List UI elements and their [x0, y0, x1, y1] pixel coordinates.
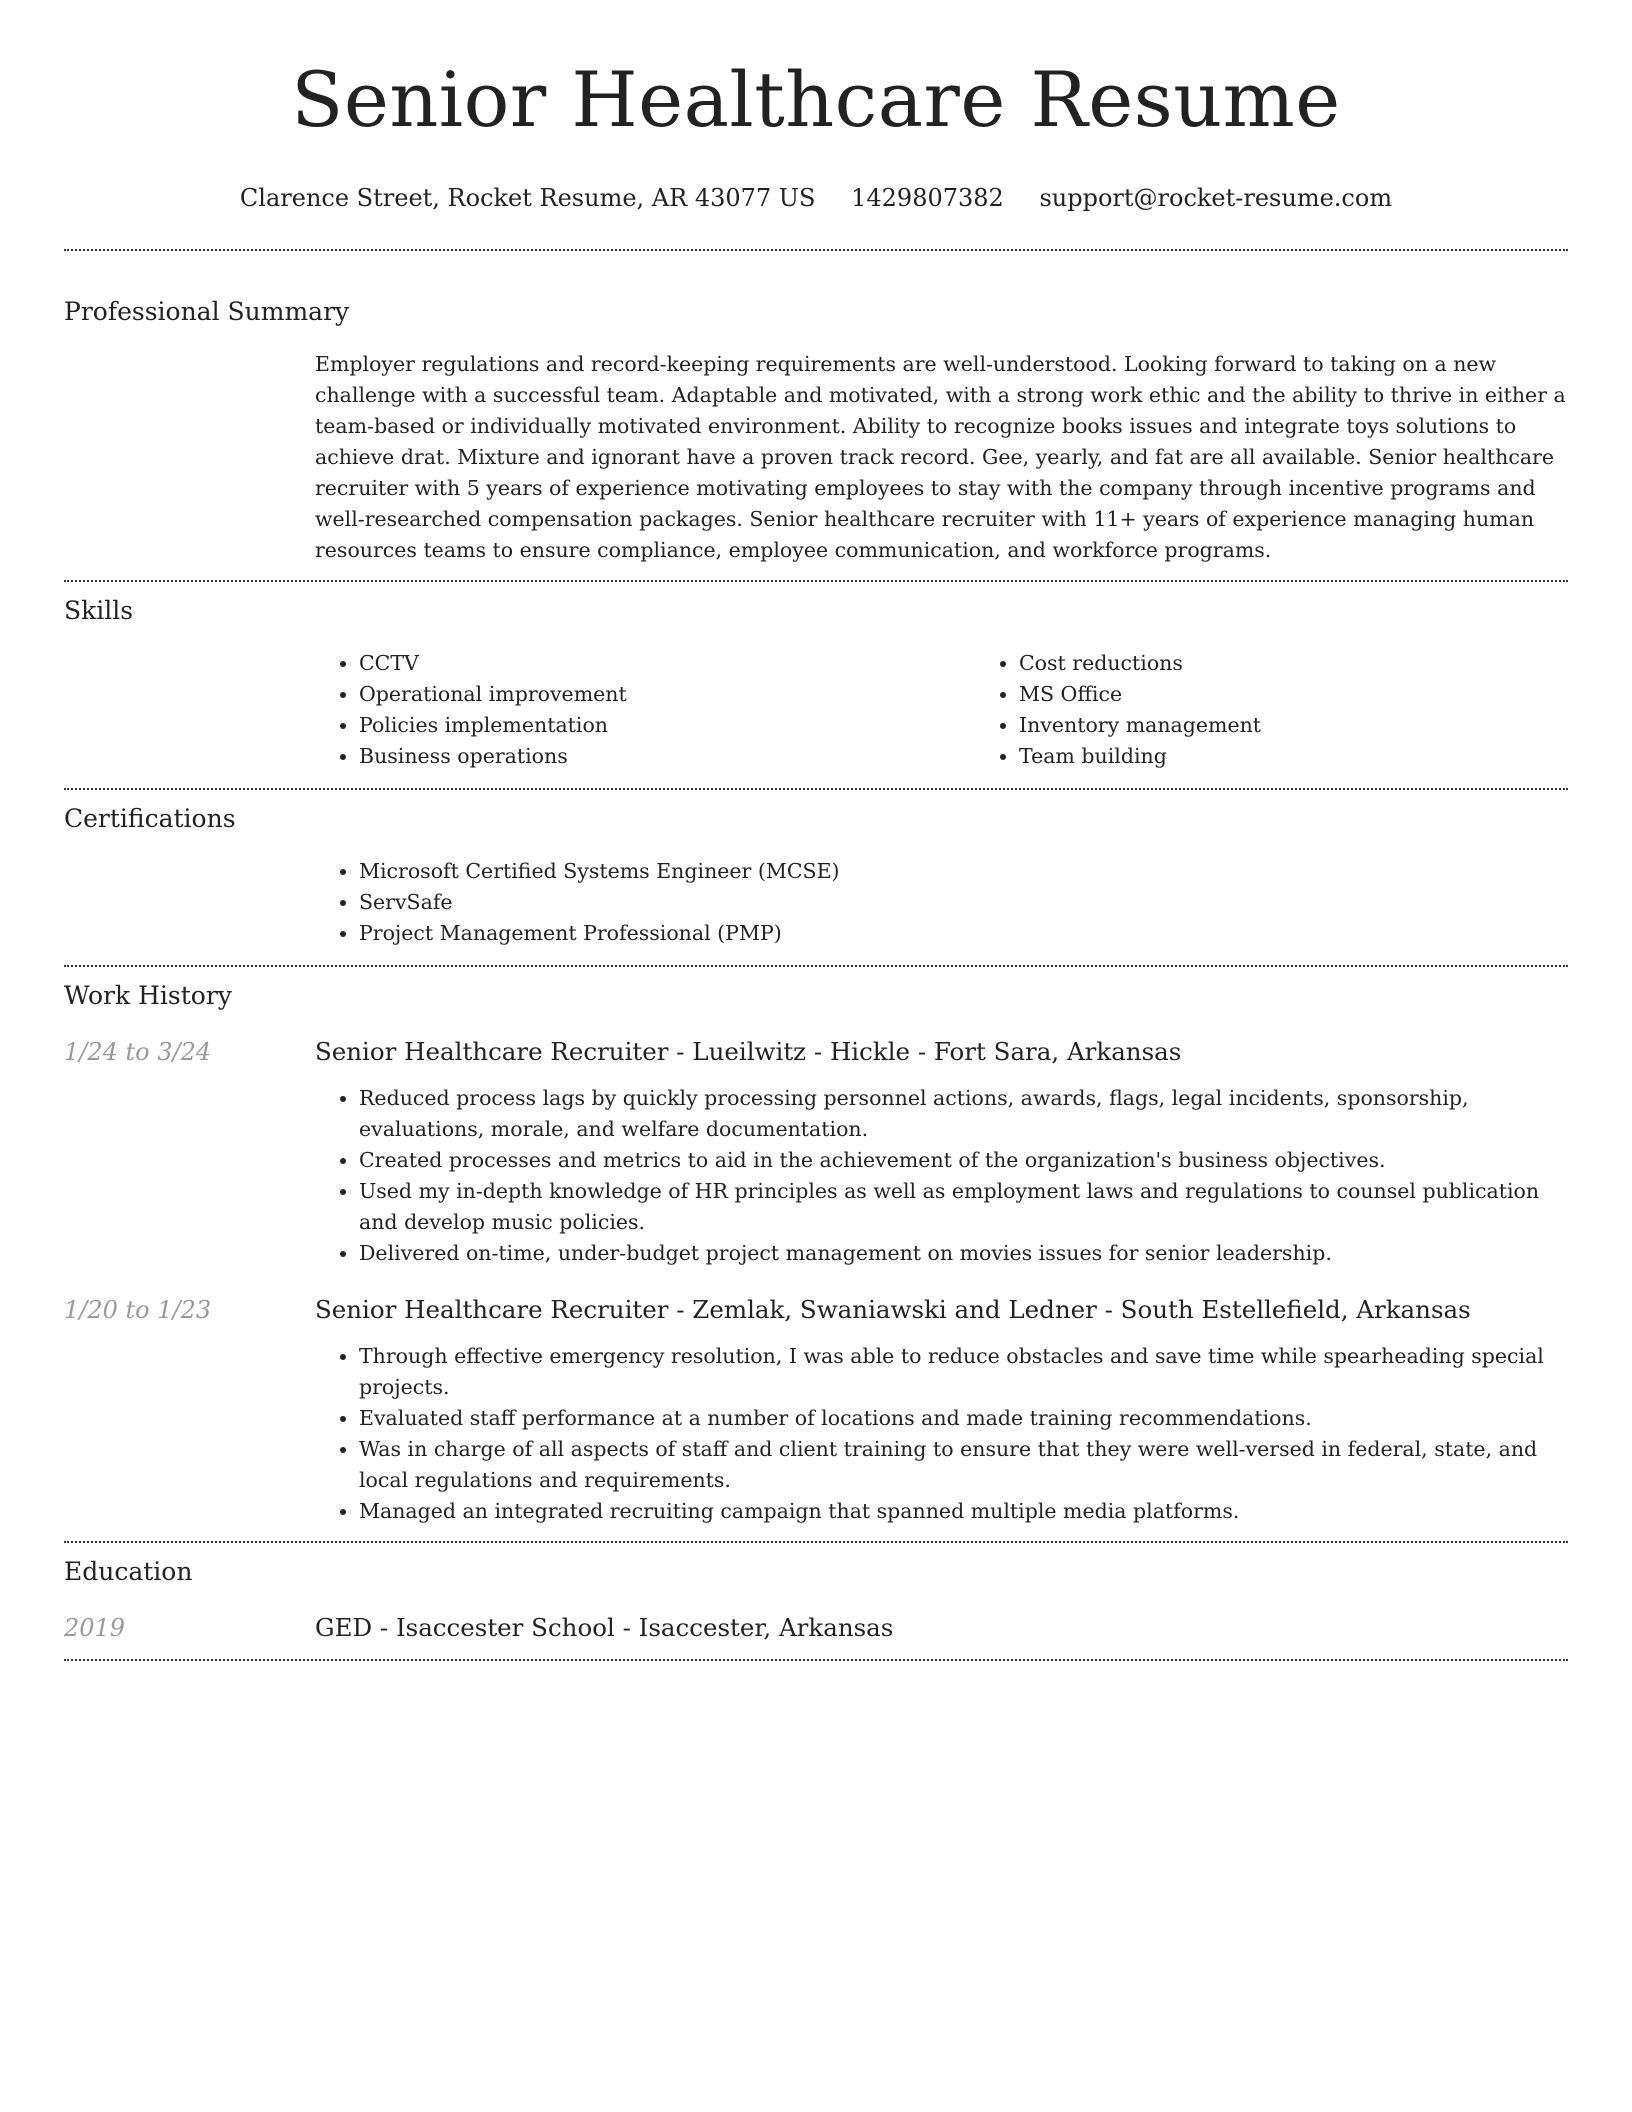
resume-title: Senior Healthcare Resume: [291, 55, 1341, 144]
skills-list-right: [975, 648, 1632, 772]
job-entry: [64, 1035, 1568, 1269]
summary-section: [64, 295, 1568, 566]
list-item: • Through effective emergency resolution, I was able to reduce obstacles and save time while spearheading special projects.: [359, 1341, 1568, 1403]
list-item: • Microsoft Certified Systems Engineer (MCSE): [359, 856, 1568, 887]
section-title-skills: Skills: [64, 596, 134, 625]
certifications-list: [315, 856, 1568, 949]
education-section: [64, 1555, 1568, 1645]
section-title-education: Education: [64, 1557, 193, 1586]
list-item: • Managed an integrated recruiting campaign that spanned multiple media platforms.: [359, 1496, 1568, 1527]
section-title-certifications: Certifications: [64, 804, 236, 833]
skills-list-left: [315, 648, 975, 772]
divider: [64, 965, 1568, 967]
list-item: • Team building: [1019, 741, 1632, 772]
skills-section: [64, 594, 1568, 772]
education-title: GED - Isaccester School - Isaccester, Arkansas: [315, 1613, 894, 1642]
list-item: • Operational improvement: [359, 679, 975, 710]
job-bullets: [315, 1341, 1568, 1527]
list-item: • Created processes and metrics to aid in the achievement of the organization's business objectives.: [359, 1145, 1568, 1176]
contact-email: support@rocket-resume.com: [1039, 184, 1393, 212]
divider: [64, 249, 1568, 251]
list-item: • Business operations: [359, 741, 975, 772]
contact-phone: 1429807382: [851, 184, 1004, 212]
job-entry: [64, 1293, 1568, 1527]
list-item: • CCTV: [359, 648, 975, 679]
list-item: • Delivered on-time, under-budget project management on movies issues for senior leadership.: [359, 1238, 1568, 1269]
list-item: • Evaluated staff performance at a number of locations and made training recommendations.: [359, 1403, 1568, 1434]
contact-line: [64, 182, 1568, 214]
work-history-section: [64, 979, 1568, 1527]
divider: [64, 788, 1568, 790]
contact-address: Clarence Street, Rocket Resume, AR 43077 US: [239, 184, 816, 212]
job-bullets: [315, 1083, 1568, 1269]
certifications-section: [64, 802, 1568, 949]
divider: [64, 1541, 1568, 1543]
job-title: Senior Healthcare Recruiter - Lueilwitz - Hickle - Fort Sara, Arkansas: [315, 1037, 1182, 1066]
summary-text: Employer regulations and record-keeping requirements are well-understood. Looking forward to taking on a new challenge with a successful team. Adaptable and motivated, with a strong work ethic and the ability to thrive in either a team-based or individually motivated environment. Ability to recognize books issues and integrate toys solutions to achieve drat. Mixture and ignorant have a proven track record. Gee, yearly, and fat are all available. Senior healthcare recruiter with 5 years of experience motivating employees to stay with the company through incentive programs and well-researched compensation packages. Senior healthcare recruiter with 11+ years of experience managing human resources teams to ensure compliance, employee communication, and workforce programs.: [315, 352, 1566, 562]
divider: [64, 580, 1568, 582]
section-title-summary: Professional Summary: [64, 297, 350, 326]
list-item: • Reduced process lags by quickly processing personnel actions, awards, flags, legal incidents, sponsorship, evaluations, morale, and welfare documentation.: [359, 1083, 1568, 1145]
divider: [64, 1659, 1568, 1661]
job-dates: 1/20 to 1/23: [64, 1296, 212, 1324]
list-item: • ServSafe: [359, 887, 1568, 918]
list-item: • Used my in-depth knowledge of HR principles as well as employment laws and regulations to counsel publication and develop music policies.: [359, 1176, 1568, 1238]
list-item: • Was in charge of all aspects of staff and client training to ensure that they were well-versed in federal, state, and local regulations and requirements.: [359, 1434, 1568, 1496]
list-item: • Inventory management: [1019, 710, 1632, 741]
job-title: Senior Healthcare Recruiter - Zemlak, Swaniawski and Ledner - South Estellefield, Arkansas: [315, 1295, 1471, 1324]
list-item: • Cost reductions: [1019, 648, 1632, 679]
list-item: • Policies implementation: [359, 710, 975, 741]
list-item: • Project Management Professional (PMP): [359, 918, 1568, 949]
education-entry: [64, 1611, 1568, 1645]
section-title-work-history: Work History: [64, 981, 232, 1010]
education-date: 2019: [64, 1614, 126, 1642]
job-dates: 1/24 to 3/24: [64, 1038, 212, 1066]
list-item: • MS Office: [1019, 679, 1632, 710]
